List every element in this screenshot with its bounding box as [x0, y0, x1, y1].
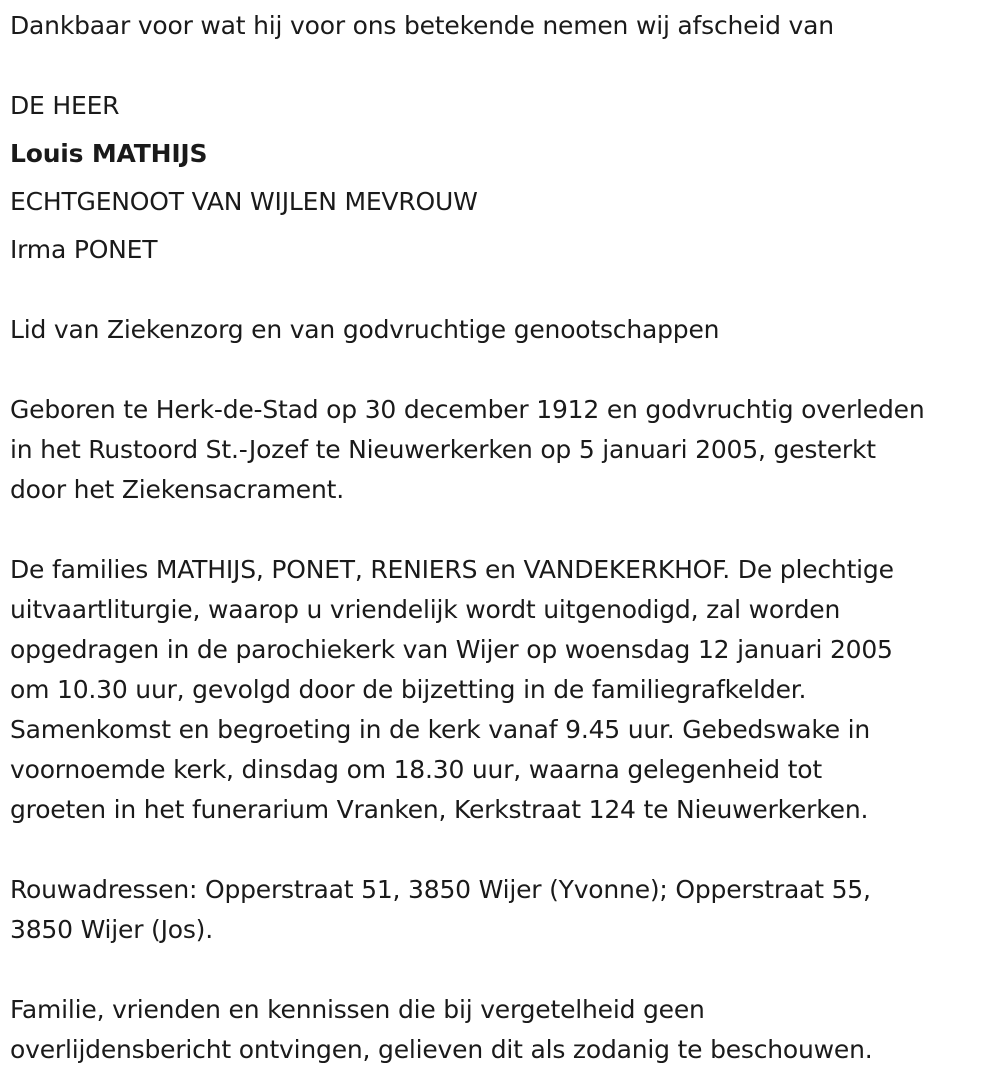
- spouse-label: ECHTGENOOT VAN WIJLEN MEVROUW: [10, 187, 478, 216]
- paragraph-line: 3850 Wijer (Jos).: [10, 915, 213, 944]
- paragraph-line: om 10.30 uur, gevolgd door de bijzetting in de familiegrafkelder.: [10, 675, 807, 704]
- spacer: [10, 46, 995, 86]
- obituary-notice: [10, 0, 995, 1070]
- paragraph-line: in het Rustoord St.-Jozef te Nieuwerkerken op 5 januari 2005, gesterkt: [10, 435, 876, 464]
- funeral-paragraph: [10, 550, 995, 830]
- closing-paragraph: [10, 990, 995, 1070]
- paragraph-line: groeten in het funerarium Vranken, Kerkstraat 124 te Nieuwerkerken.: [10, 795, 869, 824]
- intro-text: Dankbaar voor wat hij voor ons betekende nemen wij afscheid van: [10, 11, 834, 40]
- membership-text: Lid van Ziekenzorg en van godvruchtige genootschappen: [10, 315, 720, 344]
- paragraph-line: De families MATHIJS, PONET, RENIERS en VANDEKERKHOF. De plechtige: [10, 555, 894, 584]
- addresses-paragraph: [10, 870, 995, 950]
- spacer: [10, 950, 995, 990]
- paragraph-line: voornoemde kerk, dinsdag om 18.30 uur, waarna gelegenheid tot: [10, 755, 822, 784]
- spouse-name: Irma PONET: [10, 235, 158, 264]
- title-text: DE HEER: [10, 91, 120, 120]
- paragraph-line: Samenkomst en begroeting in de kerk vanaf 9.45 uur. Gebedswake in: [10, 715, 871, 744]
- spacer: [10, 350, 995, 390]
- paragraph-line: overlijdensbericht ontvingen, gelieven dit als zodanig te beschouwen.: [10, 1035, 873, 1064]
- spacer: [10, 830, 995, 870]
- deceased-name: Louis MATHIJS: [10, 139, 208, 168]
- paragraph-line: Geboren te Herk-de-Stad op 30 december 1912 en godvruchtig overleden: [10, 395, 925, 424]
- paragraph-line: opgedragen in de parochiekerk van Wijer op woensdag 12 januari 2005: [10, 635, 893, 664]
- birth-death-paragraph: [10, 390, 995, 510]
- paragraph-line: uitvaartliturgie, waarop u vriendelijk wordt uitgenodigd, zal worden: [10, 595, 841, 624]
- paragraph-line: door het Ziekensacrament.: [10, 475, 344, 504]
- spacer: [10, 510, 995, 550]
- paragraph-line: Rouwadressen: Opperstraat 51, 3850 Wijer (Yvonne); Opperstraat 55,: [10, 875, 871, 904]
- spacer: [10, 270, 995, 310]
- paragraph-line: Familie, vrienden en kennissen die bij vergetelheid geen: [10, 995, 705, 1024]
